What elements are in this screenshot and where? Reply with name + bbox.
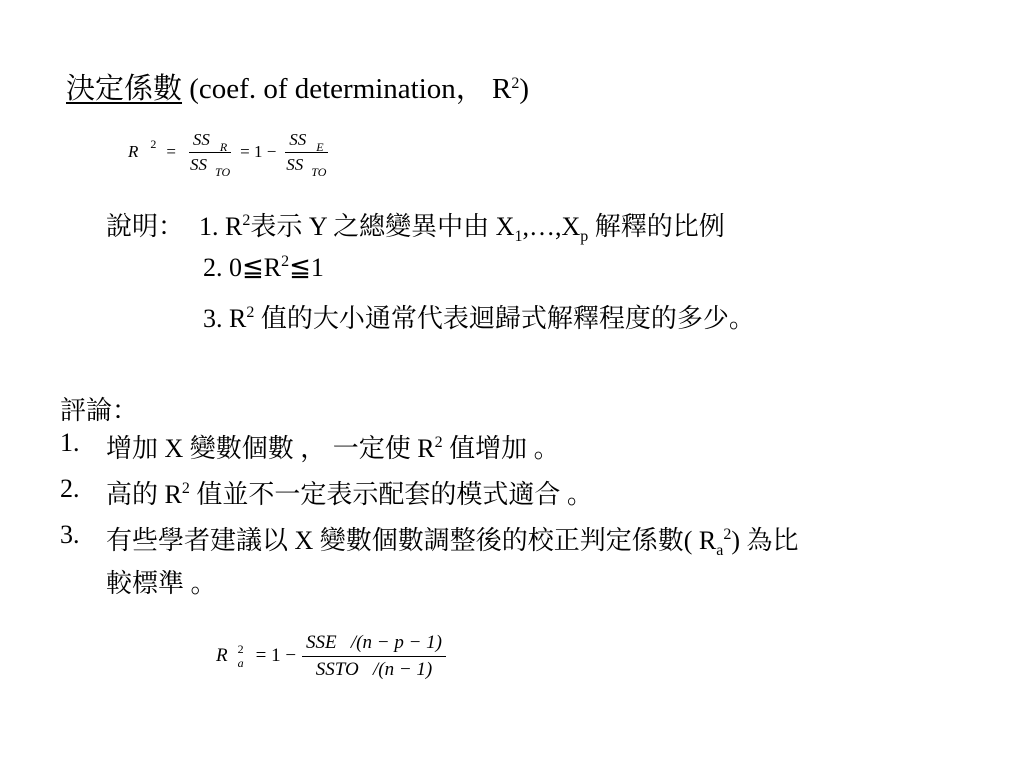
comment-item-1 — [106, 428, 560, 465]
explain-item1-a: 1. R — [199, 212, 243, 241]
comment3-sup: 2 — [723, 526, 732, 543]
comment-number-1: 1. — [60, 428, 80, 457]
formula1-fraction1 — [186, 129, 234, 179]
comment2-a: 高的 R — [106, 480, 182, 509]
formula2-fraction — [302, 632, 446, 681]
explain-item3-a: 3. R — [203, 304, 247, 333]
formula1-fraction2 — [282, 129, 330, 179]
formula1-den2: SS — [286, 154, 304, 174]
formula2-lhs-sup: 2 — [237, 642, 244, 656]
explain-item1-sup: 2 — [242, 212, 251, 229]
formula1-eq: = — [166, 142, 176, 161]
explain-item3-sup: 2 — [246, 304, 255, 321]
comment1-sup: 2 — [434, 434, 443, 451]
comment1-a: 增加 X 變數個數 ， 一定使 R — [106, 434, 435, 463]
explain-item1-b: 表示 Y 之總變異中由 X — [250, 212, 515, 241]
formula2-num: SSE /(n − p − 1) — [302, 632, 446, 657]
explain-label: 說明： — [106, 212, 185, 241]
title-english: (coef. of determination， R — [182, 73, 512, 105]
formula1-den1-sub: TO — [214, 164, 231, 179]
formula2-den: SSTO /(n − 1) — [315, 658, 433, 680]
explain-item1-d: 解釋的比例 — [588, 212, 725, 241]
title-superscript: 2 — [511, 75, 520, 92]
formula1-den2-sub: TO — [311, 164, 327, 179]
explain-item1-sub2: p — [580, 228, 589, 245]
comment3-sub: a — [716, 542, 724, 559]
formula2-lhs-sub: a — [237, 656, 244, 670]
explain-item3-b: 值的大小通常代表迴歸式解釋程度的多少。 — [254, 304, 755, 333]
comment-item-2 — [106, 474, 593, 511]
explain-item2-sup: 2 — [281, 253, 290, 270]
formula1-num2: SS — [289, 129, 307, 149]
title-close: ) — [519, 73, 530, 105]
formula1-num2-sub: E — [316, 139, 324, 154]
formula1-lhs-sup: 2 — [150, 136, 157, 151]
explain-item-2 — [203, 253, 324, 283]
comment-label: 評論： — [60, 396, 139, 425]
comment3-a: 有些學者建議以 X 變數個數調整後的校正判定係數( R — [106, 526, 717, 555]
explain-item1-sub1: 1 — [514, 228, 523, 245]
comment-item-3-continued: 較標準 。 — [106, 569, 217, 598]
comment3-b: ) 為比 — [731, 526, 799, 555]
comment-number-3: 3. — [60, 520, 80, 549]
formula2-mid: = 1 − — [255, 645, 297, 666]
comment-item-3 — [106, 520, 799, 560]
comment2-b: 值並不一定表示配套的模式適合 。 — [189, 480, 593, 509]
explain-item2-a: 2. 0≦R — [203, 253, 282, 282]
explain-item2-b: ≦1 — [289, 253, 324, 282]
comment2-sup: 2 — [181, 480, 190, 497]
explain-item-3 — [203, 298, 755, 335]
title-chinese: 決定係數 — [66, 73, 183, 105]
formula1-num1: SS — [192, 129, 210, 149]
formula1-den1: SS — [189, 154, 207, 174]
page-title — [66, 66, 529, 107]
formula1-num1-sub: R — [219, 139, 228, 154]
formula2-lhs: R — [216, 645, 228, 666]
formula1-lhs: R — [128, 142, 139, 161]
formula1-mid: = 1 − — [240, 142, 277, 161]
r-squared-formula — [128, 120, 330, 184]
explain-item1-c: ,…,X — [522, 212, 581, 241]
adjusted-r-squared-formula — [216, 622, 446, 690]
explain-item-1 — [199, 206, 725, 246]
comment1-b: 值增加 。 — [442, 434, 560, 463]
comment-number-2: 2. — [60, 474, 80, 503]
